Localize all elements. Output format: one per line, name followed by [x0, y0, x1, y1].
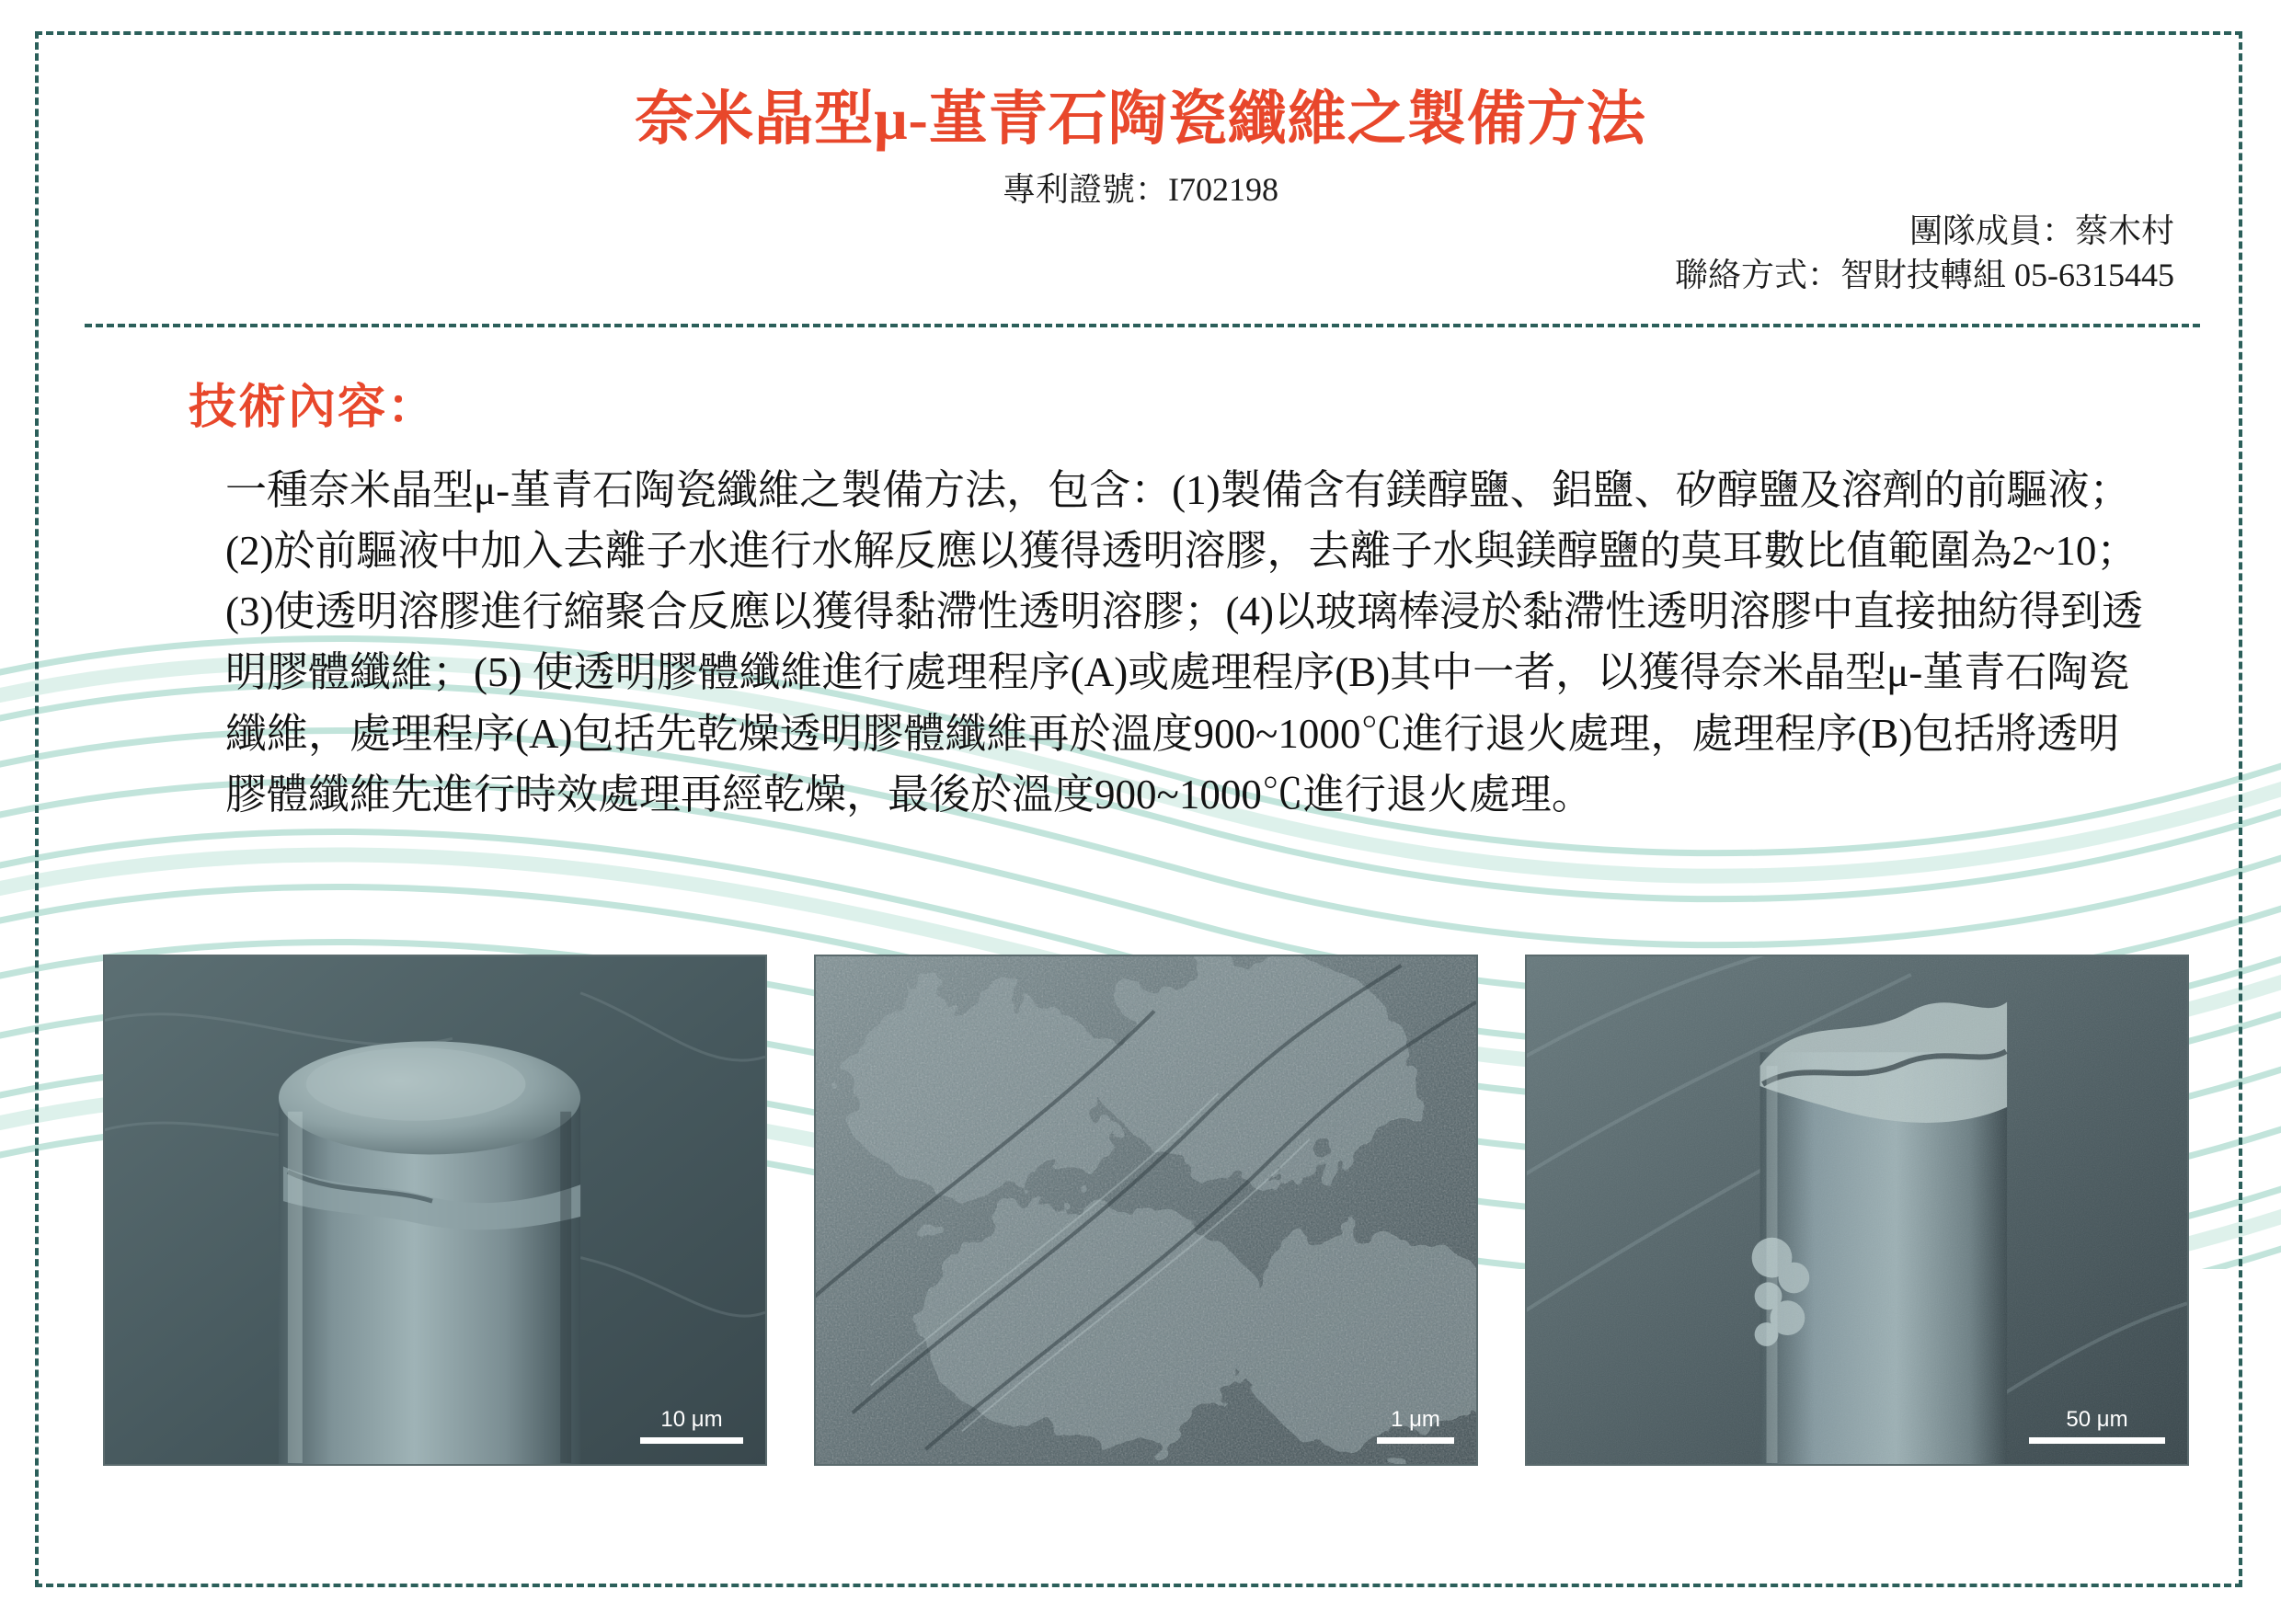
header-divider: [85, 324, 2200, 327]
figure-sem-fiber-surface-texture: [814, 955, 1478, 1466]
scale-bar-line: [640, 1437, 743, 1444]
scale-bar-line: [1377, 1437, 1454, 1444]
scale-bar-10um: [640, 1408, 743, 1444]
figure-row: [103, 955, 2189, 1470]
scale-bar-50um: [2029, 1408, 2165, 1444]
figure-sem-fiber-cross-section: [1525, 955, 2189, 1466]
poster-header: [0, 0, 2281, 324]
scale-bar-label: 1 μm: [1391, 1406, 1440, 1432]
scale-bar-label: 10 μm: [660, 1406, 723, 1432]
team-members: 團隊成員：蔡木村: [1908, 212, 2174, 249]
contact-block: [1675, 210, 2174, 297]
contact-info: 聯絡方式：智財技轉組 05-6315445: [1675, 256, 2174, 293]
page-title: 奈米晶型μ-堇青石陶瓷纖維之製備方法: [635, 86, 1646, 152]
section-heading-technology: 技術內容：: [189, 382, 438, 434]
scale-bar-line: [2029, 1437, 2165, 1444]
scale-bar-label: 50 μm: [2066, 1406, 2128, 1432]
patent-number: 專利證號：I702198: [1003, 171, 1278, 208]
scale-bar-1um: [1377, 1408, 1454, 1444]
figure-sem-fiber-tip: [103, 955, 767, 1466]
technology-description: 一種奈米晶型μ-堇青石陶瓷纖維之製備方法，包含：(1)製備含有鎂醇鹽、鋁鹽、矽醇鹽及溶劑的前驅液；(2)於前驅液中加入去離子水進行水解反應以獲得透明溶膠，去離子水與鎂醇鹽的莫耳數比值範圍為2~10；(3)使透明溶膠進行縮聚合反應以獲得黏滯性透明溶膠；(4)以玻璃棒浸於黏滯性透明溶膠中直接抽紡得到透明膠體纖維；(5) 使透明膠體纖維進行處理程序(A)或處理程序(B)其中一者，以獲得奈米晶型μ-堇青石陶瓷纖維，處理程序(A)包括先乾燥透明膠體纖維再於溫度900~1000℃進行退火處理，處理程序(B)包括將透明膠體纖維先進行時效處理再經乾燥，最後於溫度900~1000℃進行退火處理。: [225, 467, 2143, 818]
